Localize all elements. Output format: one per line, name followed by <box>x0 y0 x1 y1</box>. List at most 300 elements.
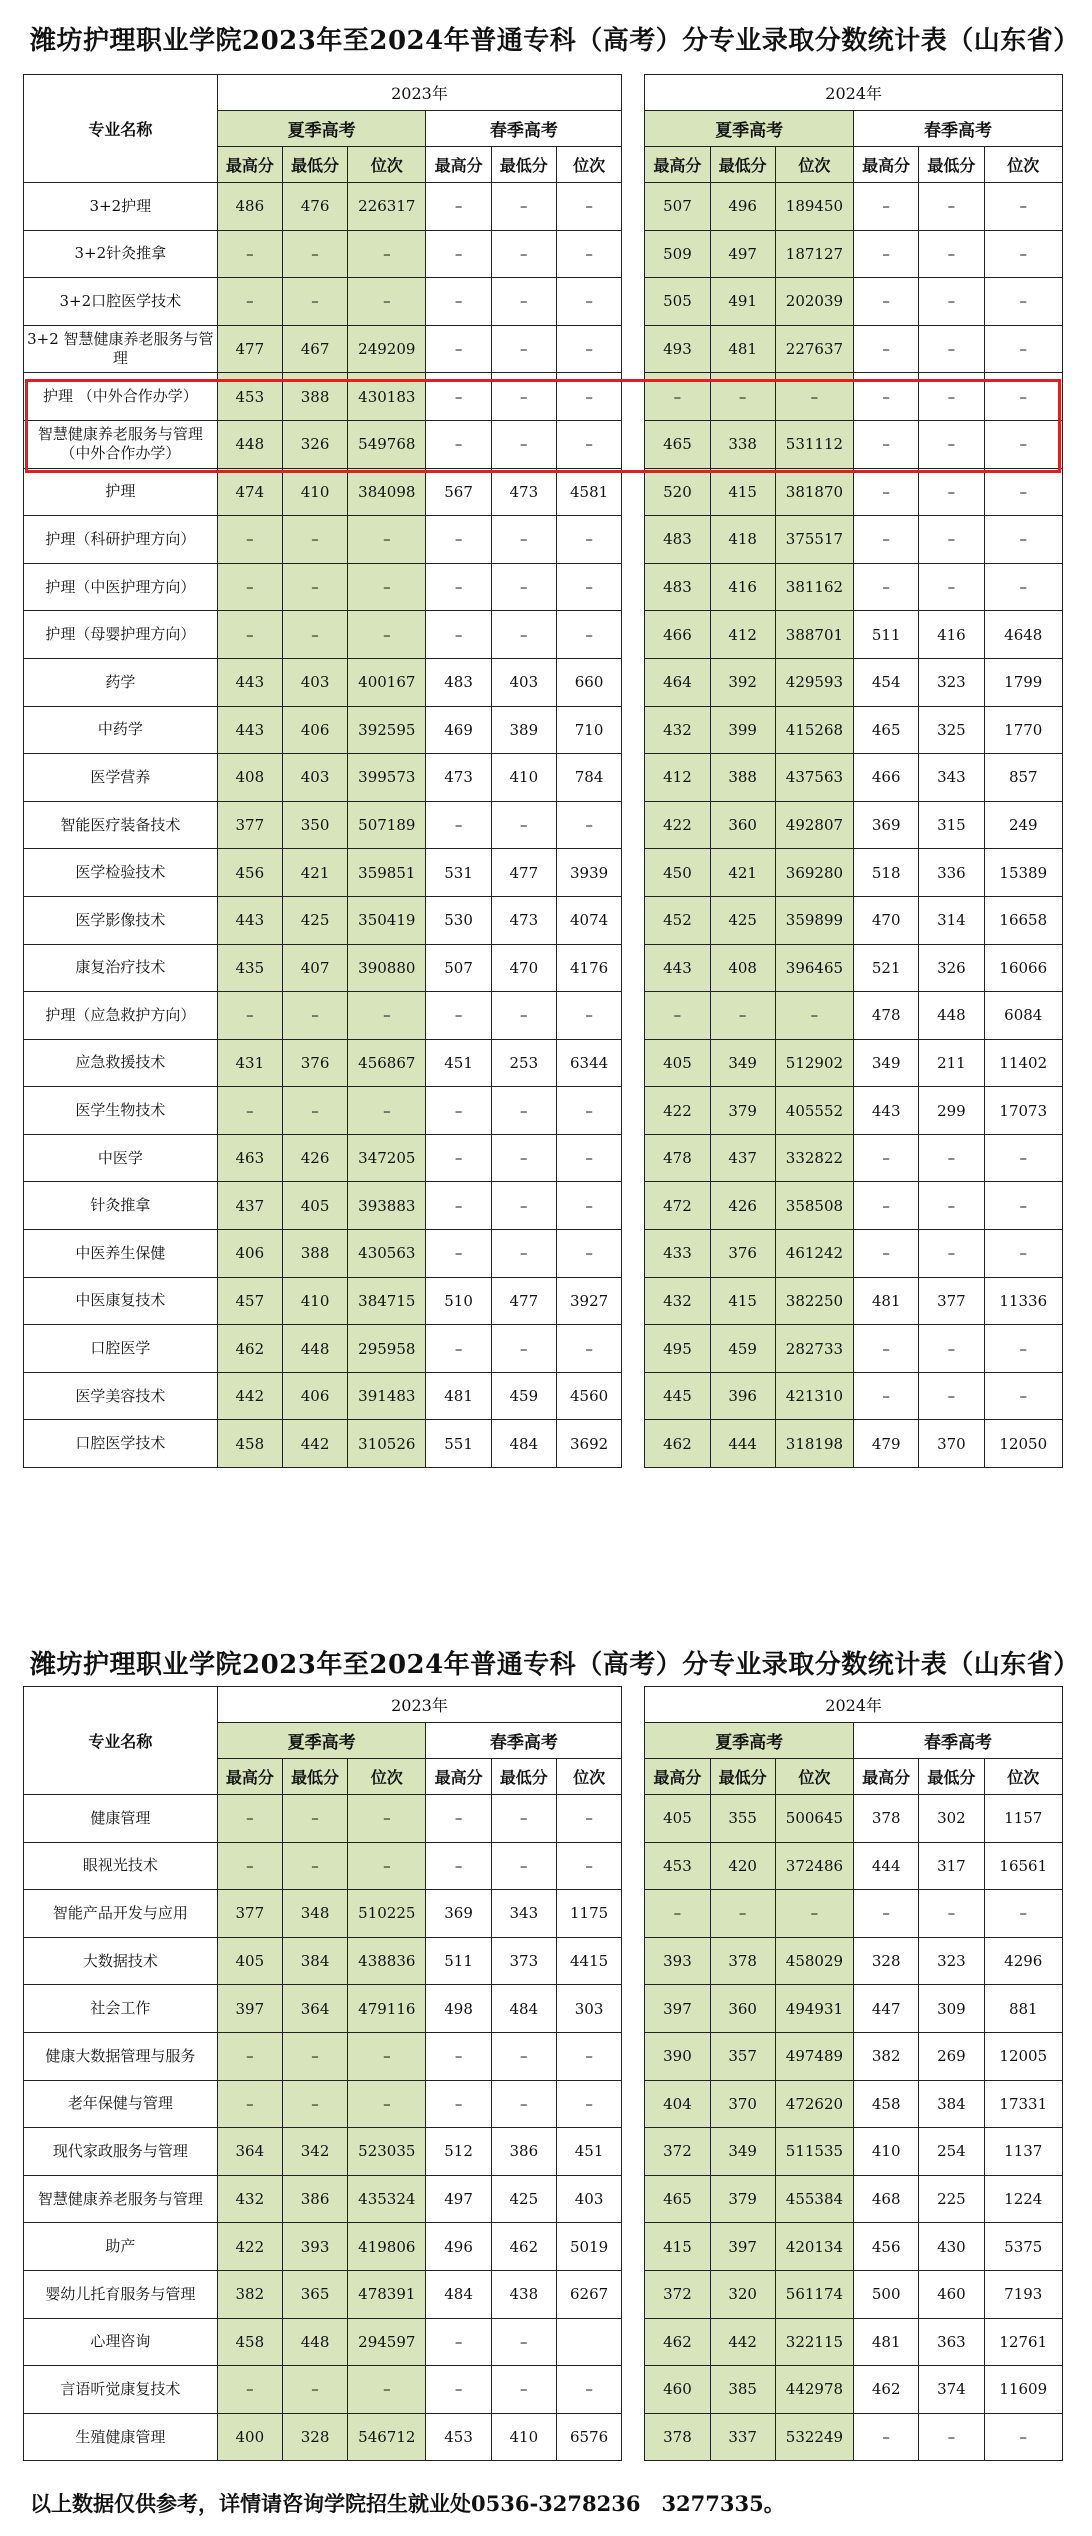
score-cell: 359851 <box>348 849 426 897</box>
table-row <box>24 1890 1063 1938</box>
score-cell: 784 <box>556 754 621 802</box>
score-cell: 473 <box>491 468 556 516</box>
score-cell: 430183 <box>348 373 426 421</box>
score-cell: – <box>984 373 1062 421</box>
score-cell: 445 <box>645 1372 710 1420</box>
score-cell: – <box>348 2032 426 2080</box>
score-cell: 4074 <box>556 896 621 944</box>
major-name-header: 专业名称 <box>24 75 218 183</box>
score-cell: 379 <box>710 2175 775 2223</box>
score-cell: 561174 <box>775 2270 853 2318</box>
rank-header: 位次 <box>775 147 853 183</box>
table-row <box>24 754 1063 802</box>
major-name: 中医学 <box>24 1134 218 1182</box>
score-cell: 456 <box>217 849 282 897</box>
score-cell: 443 <box>217 658 282 706</box>
score-cell: – <box>491 2318 556 2366</box>
score-cell: – <box>217 992 282 1040</box>
major-name: 智能产品开发与应用 <box>24 1890 218 1938</box>
score-cell: – <box>491 420 556 468</box>
score-cell: 189450 <box>775 183 853 231</box>
score-cell: – <box>854 1890 919 1938</box>
score-cell: 429593 <box>775 658 853 706</box>
score-cell: 407 <box>282 944 347 992</box>
score-cell: 481 <box>854 1277 919 1325</box>
score-cell: – <box>556 373 621 421</box>
score-cell: 458029 <box>775 1937 853 1985</box>
score-cell: 337 <box>710 2413 775 2461</box>
score-cell: 710 <box>556 706 621 754</box>
score-cell: 430563 <box>348 1230 426 1278</box>
score-cell: – <box>984 516 1062 564</box>
score-cell: 6576 <box>556 2413 621 2461</box>
score-cell: 478391 <box>348 2270 426 2318</box>
score-cell: – <box>217 230 282 278</box>
score-cell: 343 <box>919 754 984 802</box>
score-cell: 404 <box>645 2080 710 2128</box>
max-score-header: 最高分 <box>645 1759 710 1795</box>
score-cell: 486 <box>217 183 282 231</box>
major-name: 健康管理 <box>24 1795 218 1843</box>
score-cell: 349 <box>854 1039 919 1087</box>
table1-title: 潍坊护理职业学院2023年至2024年普通专科（高考）分专业录取分数统计表（山东省） <box>30 26 1080 56</box>
score-cell: 396 <box>710 1372 775 1420</box>
score-cell: 211 <box>919 1039 984 1087</box>
score-cell: 315 <box>919 801 984 849</box>
score-cell: 520 <box>645 468 710 516</box>
major-name: 医学生物技术 <box>24 1087 218 1135</box>
major-name: 口腔医学 <box>24 1325 218 1373</box>
spring-exam-header: 春季高考 <box>854 1723 1063 1759</box>
score-cell: – <box>919 230 984 278</box>
table-row <box>24 278 1063 326</box>
score-cell: – <box>984 563 1062 611</box>
score-cell: 357 <box>710 2032 775 2080</box>
score-cell: 4415 <box>556 1937 621 1985</box>
score-cell: 511535 <box>775 2128 853 2176</box>
table-row <box>24 992 1063 1040</box>
score-cell: 320 <box>710 2270 775 2318</box>
min-score-header: 最低分 <box>491 1759 556 1795</box>
score-cell: 484 <box>491 1985 556 2033</box>
score-cell: 405552 <box>775 1087 853 1135</box>
score-cell: – <box>491 230 556 278</box>
score-cell: – <box>491 278 556 326</box>
score-cell: 16066 <box>984 944 1062 992</box>
score-cell: 412 <box>645 754 710 802</box>
score-cell: 438836 <box>348 1937 426 1985</box>
max-score-header: 最高分 <box>854 1759 919 1795</box>
score-cell: – <box>348 278 426 326</box>
major-name: 3+2针灸推拿 <box>24 230 218 278</box>
score-cell: – <box>491 1325 556 1373</box>
table-row <box>24 1134 1063 1182</box>
score-cell: 462 <box>491 2223 556 2271</box>
score-cell: 226317 <box>348 183 426 231</box>
score-cell: – <box>217 278 282 326</box>
score-cell: 432 <box>645 1277 710 1325</box>
score-cell: 495 <box>645 1325 710 1373</box>
table-row <box>24 1230 1063 1278</box>
score-cell: – <box>919 516 984 564</box>
score-cell: 433 <box>645 1230 710 1278</box>
table-row <box>24 1842 1063 1890</box>
score-cell: 6344 <box>556 1039 621 1087</box>
score-cell: – <box>348 992 426 1040</box>
score-cell: – <box>556 516 621 564</box>
score-cell: 5019 <box>556 2223 621 2271</box>
score-cell: – <box>919 420 984 468</box>
year-2024-header: 2024年 <box>645 1687 1063 1723</box>
score-cell: 463 <box>217 1134 282 1182</box>
score-cell: – <box>426 801 491 849</box>
score-cell: 477 <box>491 849 556 897</box>
table-row <box>24 1087 1063 1135</box>
score-cell: 443 <box>645 944 710 992</box>
score-cell: 350419 <box>348 896 426 944</box>
max-score-header: 最高分 <box>217 1759 282 1795</box>
year-2023-header: 2023年 <box>217 75 622 111</box>
score-cell: – <box>491 611 556 659</box>
score-cell: 384 <box>282 1937 347 1985</box>
score-cell: 373 <box>491 1937 556 1985</box>
score-cell: 412 <box>710 611 775 659</box>
score-cell: – <box>426 183 491 231</box>
score-cell: 405 <box>645 1039 710 1087</box>
major-name: 健康大数据管理与服务 <box>24 2032 218 2080</box>
score-cell: 530 <box>426 896 491 944</box>
score-cell: 457 <box>217 1277 282 1325</box>
score-cell: 408 <box>710 944 775 992</box>
score-cell: – <box>282 2080 347 2128</box>
score-cell: 491 <box>710 278 775 326</box>
min-score-header: 最低分 <box>919 1759 984 1795</box>
score-cell: 323 <box>919 658 984 706</box>
score-cell: 382 <box>217 2270 282 2318</box>
major-name: 老年保健与管理 <box>24 2080 218 2128</box>
score-cell: 484 <box>426 2270 491 2318</box>
score-cell: – <box>919 1372 984 1420</box>
min-score-header: 最低分 <box>282 1759 347 1795</box>
score-cell: 309 <box>919 1985 984 2033</box>
score-cell: 479 <box>854 1420 919 1468</box>
score-cell: 393 <box>645 1937 710 1985</box>
table-row <box>24 325 1063 373</box>
score-cell: 372486 <box>775 1842 853 1890</box>
score-cell: 360 <box>710 801 775 849</box>
score-cell: 410 <box>282 1277 347 1325</box>
score-cell: 399 <box>710 706 775 754</box>
score-cell: – <box>556 278 621 326</box>
score-cell: 369280 <box>775 849 853 897</box>
table-row <box>24 2413 1063 2461</box>
score-cell: 328 <box>854 1937 919 1985</box>
score-cell: 422 <box>645 801 710 849</box>
score-cell: 295958 <box>348 1325 426 1373</box>
major-name: 护理 <box>24 468 218 516</box>
score-cell: 492807 <box>775 801 853 849</box>
score-cell: – <box>984 278 1062 326</box>
score-cell: 481 <box>854 2318 919 2366</box>
score-cell: 448 <box>217 420 282 468</box>
major-name: 婴幼儿托育服务与管理 <box>24 2270 218 2318</box>
score-cell: 443 <box>854 1087 919 1135</box>
major-name: 现代家政服务与管理 <box>24 2128 218 2176</box>
score-cell: – <box>556 1134 621 1182</box>
score-cell: – <box>854 373 919 421</box>
score-cell: – <box>984 1890 1062 1938</box>
score-cell: 415 <box>710 1277 775 1325</box>
score-cell: 365 <box>282 2270 347 2318</box>
score-cell: 478 <box>645 1134 710 1182</box>
table-row <box>24 2175 1063 2223</box>
score-cell: – <box>491 1230 556 1278</box>
score-cell: 451 <box>426 1039 491 1087</box>
score-cell <box>556 2318 621 2366</box>
score-cell: 328 <box>282 2413 347 2461</box>
score-cell: 17073 <box>984 1087 1062 1135</box>
score-cell: 493 <box>645 325 710 373</box>
score-cell: – <box>348 563 426 611</box>
score-cell: 370 <box>710 2080 775 2128</box>
score-cell: 453 <box>426 2413 491 2461</box>
score-cell: – <box>426 1795 491 1843</box>
score-cell: 4296 <box>984 1937 1062 1985</box>
score-cell: – <box>426 1230 491 1278</box>
score-cell: – <box>217 1795 282 1843</box>
score-cell: – <box>854 1230 919 1278</box>
score-cell: 396465 <box>775 944 853 992</box>
table-row <box>24 801 1063 849</box>
score-cell: 349 <box>710 2128 775 2176</box>
score-cell: 418 <box>710 516 775 564</box>
major-name: 护理（母婴护理方向） <box>24 611 218 659</box>
score-cell: 317 <box>919 1842 984 1890</box>
score-cell: 403 <box>282 658 347 706</box>
major-name: 大数据技术 <box>24 1937 218 1985</box>
score-cell: – <box>775 373 853 421</box>
major-name-header: 专业名称 <box>24 1687 218 1795</box>
table-row <box>24 658 1063 706</box>
score-cell: 468 <box>854 2175 919 2223</box>
score-cell: – <box>984 1372 1062 1420</box>
table2 <box>23 1686 1063 2461</box>
table-row <box>24 516 1063 564</box>
major-name: 3+2口腔医学技术 <box>24 278 218 326</box>
score-cell: 378 <box>645 2413 710 2461</box>
major-name: 护理（科研护理方向） <box>24 516 218 564</box>
score-cell: 442 <box>282 1420 347 1468</box>
major-name: 助产 <box>24 2223 218 2271</box>
score-cell: 406 <box>282 706 347 754</box>
score-cell: – <box>854 2413 919 2461</box>
score-cell: 466 <box>645 611 710 659</box>
score-cell: – <box>491 325 556 373</box>
min-score-header: 最低分 <box>491 147 556 183</box>
score-cell: – <box>854 420 919 468</box>
score-cell: – <box>217 611 282 659</box>
score-cell: – <box>984 1134 1062 1182</box>
score-cell: 460 <box>919 2270 984 2318</box>
score-cell: – <box>854 516 919 564</box>
score-cell: – <box>919 325 984 373</box>
score-cell: – <box>348 516 426 564</box>
score-cell: 512 <box>426 2128 491 2176</box>
major-name: 言语听觉康复技术 <box>24 2366 218 2414</box>
score-cell: 332822 <box>775 1134 853 1182</box>
score-cell: 17331 <box>984 2080 1062 2128</box>
score-cell: – <box>491 183 556 231</box>
major-name: 医学影像技术 <box>24 896 218 944</box>
score-cell: – <box>217 2032 282 2080</box>
score-cell: – <box>854 183 919 231</box>
score-cell: 381870 <box>775 468 853 516</box>
major-name: 康复治疗技术 <box>24 944 218 992</box>
score-cell: – <box>984 325 1062 373</box>
score-cell: – <box>556 801 621 849</box>
max-score-header: 最高分 <box>426 147 491 183</box>
score-cell: 551 <box>426 1420 491 1468</box>
score-cell: 431 <box>217 1039 282 1087</box>
score-cell: 364 <box>282 1985 347 2033</box>
score-cell: 420134 <box>775 2223 853 2271</box>
score-cell: 364 <box>217 2128 282 2176</box>
score-cell: – <box>348 2366 426 2414</box>
score-cell: 481 <box>426 1372 491 1420</box>
score-cell: – <box>491 1842 556 1890</box>
score-cell: – <box>556 611 621 659</box>
score-cell: 392595 <box>348 706 426 754</box>
score-cell: 419806 <box>348 2223 426 2271</box>
score-cell: 350 <box>282 801 347 849</box>
score-cell: 459 <box>491 1372 556 1420</box>
score-cell: 461242 <box>775 1230 853 1278</box>
table-row <box>24 2032 1063 2080</box>
score-cell: – <box>426 611 491 659</box>
score-cell: 1224 <box>984 2175 1062 2223</box>
score-cell: 442978 <box>775 2366 853 2414</box>
score-cell: 450 <box>645 849 710 897</box>
score-cell: 4176 <box>556 944 621 992</box>
score-cell: – <box>984 420 1062 468</box>
score-cell: 435324 <box>348 2175 426 2223</box>
table-row <box>24 1937 1063 1985</box>
score-cell: 462 <box>645 2318 710 2366</box>
score-cell: 12761 <box>984 2318 1062 2366</box>
table-row <box>24 1372 1063 1420</box>
major-name: 中医养生保健 <box>24 1230 218 1278</box>
score-cell: 426 <box>710 1182 775 1230</box>
score-cell: – <box>984 1230 1062 1278</box>
score-cell: 393883 <box>348 1182 426 1230</box>
score-cell: 403 <box>556 2175 621 2223</box>
score-cell: 227637 <box>775 325 853 373</box>
major-name: 中药学 <box>24 706 218 754</box>
score-cell: 360 <box>710 1985 775 2033</box>
score-cell: – <box>491 373 556 421</box>
score-cell: – <box>282 1842 347 1890</box>
score-cell: 881 <box>984 1985 1062 2033</box>
score-cell: 405 <box>282 1182 347 1230</box>
major-name: 中医康复技术 <box>24 1277 218 1325</box>
score-cell: 511 <box>854 611 919 659</box>
spring-exam-header: 春季高考 <box>426 1723 622 1759</box>
score-cell: – <box>426 325 491 373</box>
score-cell: 378 <box>710 1937 775 1985</box>
score-cell: 531 <box>426 849 491 897</box>
score-cell: – <box>919 1182 984 1230</box>
score-cell: – <box>556 325 621 373</box>
score-cell: 476 <box>282 183 347 231</box>
score-cell: – <box>348 2080 426 2128</box>
footer-note: 以上数据仅供参考，详情请咨询学院招生就业处0536-3278236 3277335。 <box>30 2491 785 2516</box>
major-name: 智慧健康养老服务与管理 （中外合作办学） <box>24 420 218 468</box>
score-cell: 438 <box>491 2270 556 2318</box>
score-cell: – <box>854 1134 919 1182</box>
score-cell: – <box>282 278 347 326</box>
score-cell: – <box>919 373 984 421</box>
score-cell: 469 <box>426 706 491 754</box>
score-cell: 391483 <box>348 1372 426 1420</box>
score-cell: 456867 <box>348 1039 426 1087</box>
score-cell: 410 <box>491 754 556 802</box>
score-cell: – <box>556 183 621 231</box>
score-cell: 403 <box>282 754 347 802</box>
score-cell: 507189 <box>348 801 426 849</box>
score-cell: 494931 <box>775 1985 853 2033</box>
table-row <box>24 468 1063 516</box>
score-cell: 448 <box>919 992 984 1040</box>
score-cell: 377 <box>217 801 282 849</box>
min-score-header: 最低分 <box>710 147 775 183</box>
score-cell: 369 <box>426 1890 491 1938</box>
score-cell: 511 <box>426 1937 491 1985</box>
score-cell: – <box>919 1134 984 1182</box>
score-cell: 1799 <box>984 658 1062 706</box>
score-cell: 12050 <box>984 1420 1062 1468</box>
rank-header: 位次 <box>775 1759 853 1795</box>
score-cell: – <box>854 325 919 373</box>
summer-exam-header: 夏季高考 <box>645 111 854 147</box>
table2-title: 潍坊护理职业学院2023年至2024年普通专科（高考）分专业录取分数统计表（山东省） <box>30 1650 1080 1680</box>
score-cell: 410 <box>282 468 347 516</box>
score-cell: – <box>556 2032 621 2080</box>
score-cell: – <box>556 420 621 468</box>
min-score-header: 最低分 <box>282 147 347 183</box>
score-cell: – <box>348 1842 426 1890</box>
score-cell: 512902 <box>775 1039 853 1087</box>
score-cell: 384715 <box>348 1277 426 1325</box>
score-cell: – <box>556 563 621 611</box>
score-cell: 465 <box>645 2175 710 2223</box>
table-row <box>24 1182 1063 1230</box>
score-cell: – <box>775 992 853 1040</box>
score-cell: 567 <box>426 468 491 516</box>
score-cell: 452 <box>645 896 710 944</box>
score-cell: 532249 <box>775 2413 853 2461</box>
score-cell: 549768 <box>348 420 426 468</box>
score-cell: – <box>919 1230 984 1278</box>
max-score-header: 最高分 <box>645 147 710 183</box>
score-cell: 302 <box>919 1795 984 1843</box>
rank-header: 位次 <box>348 1759 426 1795</box>
major-name: 社会工作 <box>24 1985 218 2033</box>
score-cell: 397 <box>710 2223 775 2271</box>
score-cell: – <box>217 1087 282 1135</box>
rank-header: 位次 <box>348 147 426 183</box>
score-cell: 386 <box>491 2128 556 2176</box>
score-cell: – <box>426 2080 491 2128</box>
